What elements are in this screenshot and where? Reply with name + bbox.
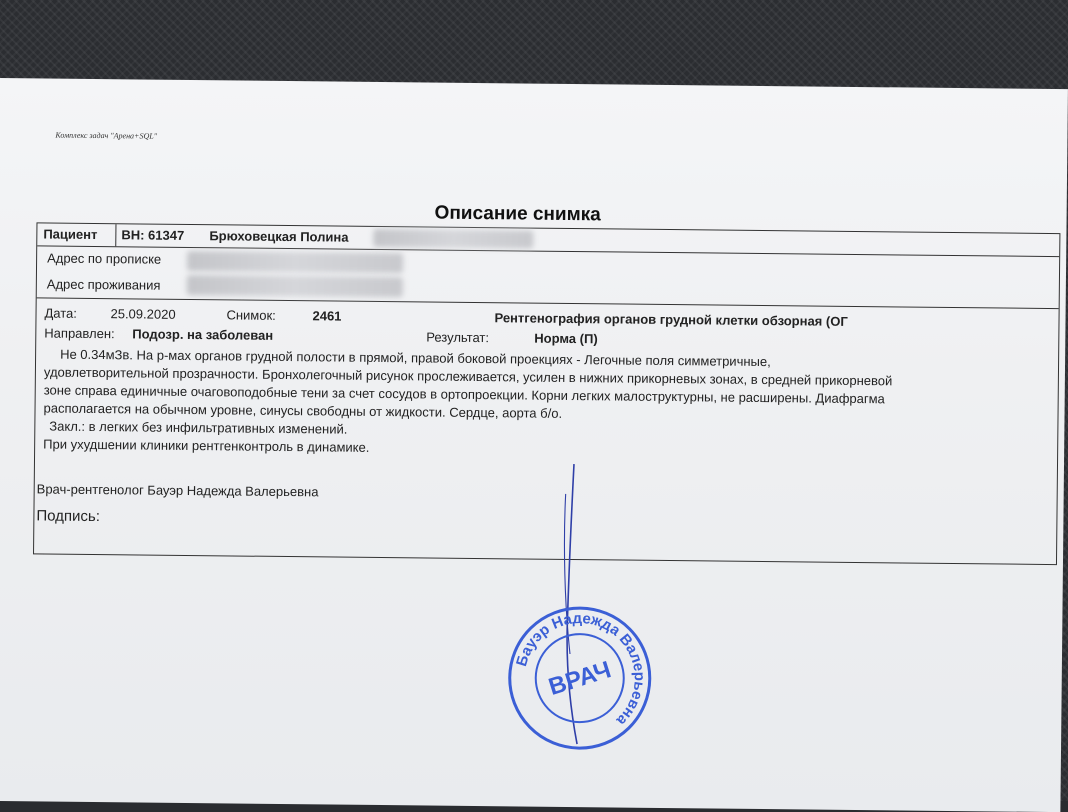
description-line: удовлетворительной прозрачности. Бронхолегочный рисунок прослеживается, усилен в нижних прикорневых зонах, в средней прикорневой bbox=[43, 364, 893, 389]
residence-address-label: Адрес проживания bbox=[46, 276, 161, 293]
description-line: Не 0.34мЗв. На р-мах органов грудной полости в прямой, правой боковой проекциях - Легочные поля симметричные, bbox=[60, 346, 771, 370]
exam-date: 25.09.2020 bbox=[110, 306, 176, 322]
description-line: зоне справа единичные очаговоподобные тени за счет сосудов в ортопроекции. Корни легких малоструктурны, не расширены. Диафрагма bbox=[43, 382, 885, 407]
patient-id: ВН: 61347 bbox=[121, 227, 185, 243]
stamp-ring-text: Бауэр Надежда Валерьевна bbox=[513, 609, 648, 730]
exam-result: Норма (П) bbox=[534, 330, 598, 347]
signature-label: Подпись: bbox=[36, 507, 101, 526]
stamp-center-text: ВРАЧ bbox=[545, 656, 615, 701]
referral-reason: Подозр. на заболеван bbox=[132, 326, 274, 343]
recommendation-line: При ухудшении клиники рентгенконтроль в динамике. bbox=[43, 436, 370, 455]
document-title: Описание снимка bbox=[434, 202, 601, 226]
doctor-line: Врач-рентгенолог Бауэр Надежда Валерьевна bbox=[36, 481, 319, 500]
image-number: 2461 bbox=[312, 308, 342, 324]
redacted-block bbox=[373, 229, 533, 249]
result-label: Результат: bbox=[426, 329, 490, 346]
procedure-name: Рентгенография органов грудной клетки обзорная (ОГ bbox=[494, 310, 848, 329]
row-divider bbox=[37, 297, 1059, 309]
patient-label: Пациент bbox=[43, 226, 98, 243]
referral-label: Направлен: bbox=[44, 325, 115, 342]
description-block bbox=[43, 345, 1054, 464]
redacted-block bbox=[187, 251, 403, 273]
date-label: Дата: bbox=[44, 305, 78, 321]
redacted-block bbox=[187, 275, 403, 297]
software-name: Комплекс задач "Арена+SQL" bbox=[55, 130, 158, 141]
patient-name: Брюховецкая Полина bbox=[209, 228, 349, 245]
document-sheet bbox=[0, 78, 1068, 812]
conclusion-line: Закл.: в легких без инфильтративных изменений. bbox=[49, 418, 348, 437]
registration-address-label: Адрес по прописке bbox=[47, 250, 162, 267]
doctor-stamp bbox=[505, 603, 655, 753]
description-line: располагается на обычном уровне, синусы свободны от жидкости. Сердце, аорта б/о. bbox=[43, 400, 563, 421]
image-label: Снимок: bbox=[226, 307, 276, 323]
column-divider bbox=[115, 224, 116, 246]
